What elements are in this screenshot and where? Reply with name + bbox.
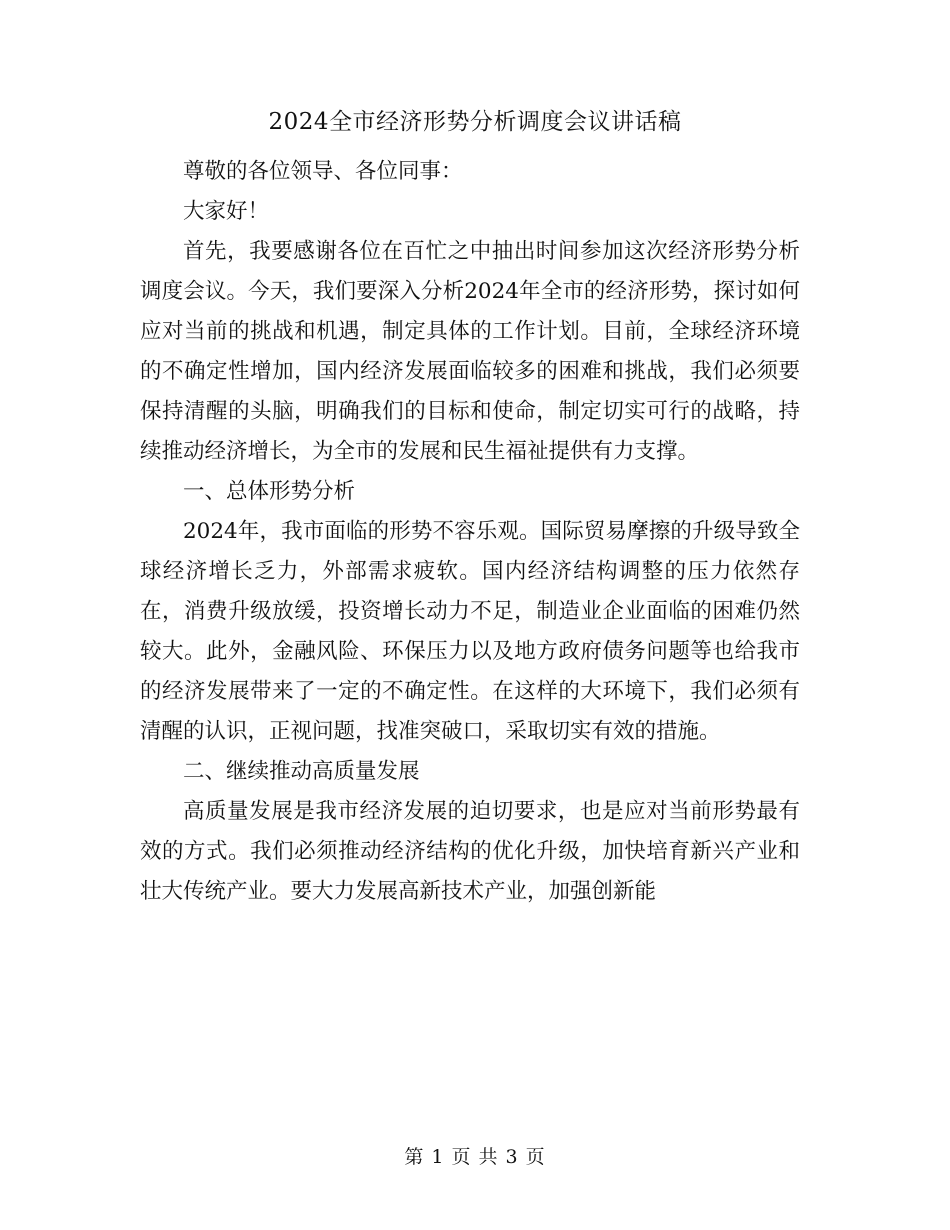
salutation: 尊敬的各位领导、各位同事： [183, 159, 463, 184]
paragraph-intro: 首先，我要感谢各位在百忙之中抽出时间参加这次经济形势分析调度会议。今天，我们要深入分析2024年全市的经济形势，探讨如何应对当前的挑战和机遇，制定具体的工作计划。目前，全球经济环境的不确定性增加，国内经济发展面临较多的困难和挑战，我们必须要保持清醒的头脑，明确我们的目标和使命，制定切实可行的战略，持续推动经济增长，为全市的发展和民生福祉提供有力支撑。 [140, 239, 800, 464]
document-title: 2024全市经济形势分析调度会议讲话稿 [268, 109, 682, 135]
document-body [140, 152, 800, 912]
page-number-footer: 第 1 页 共 3 页 [404, 1146, 546, 1168]
section-heading-1: 一、总体形势分析 [183, 479, 356, 504]
section-heading-2: 二、继续推动高质量发展 [183, 759, 420, 784]
greeting: 大家好！ [183, 199, 270, 224]
paragraph-development: 高质量发展是我市经济发展的迫切要求，也是应对当前形势最有效的方式。我们必须推动经济结构的优化升级，加快培育新兴产业和壮大传统产业。要大力发展高新技术产业，加强创新能 [140, 799, 800, 904]
paragraph-situation: 2024年，我市面临的形势不容乐观。国际贸易摩擦的升级导致全球经济增长乏力，外部需求疲软。国内经济结构调整的压力依然存在，消费升级放缓，投资增长动力不足，制造业企业面临的困难仍然较大。此外，金融风险、环保压力以及地方政府债务问题等也给我市的经济发展带来了一定的不确定性。在这样的大环境下，我们必须有清醒的认识，正视问题，找准突破口，采取切实有效的措施。 [140, 519, 800, 744]
